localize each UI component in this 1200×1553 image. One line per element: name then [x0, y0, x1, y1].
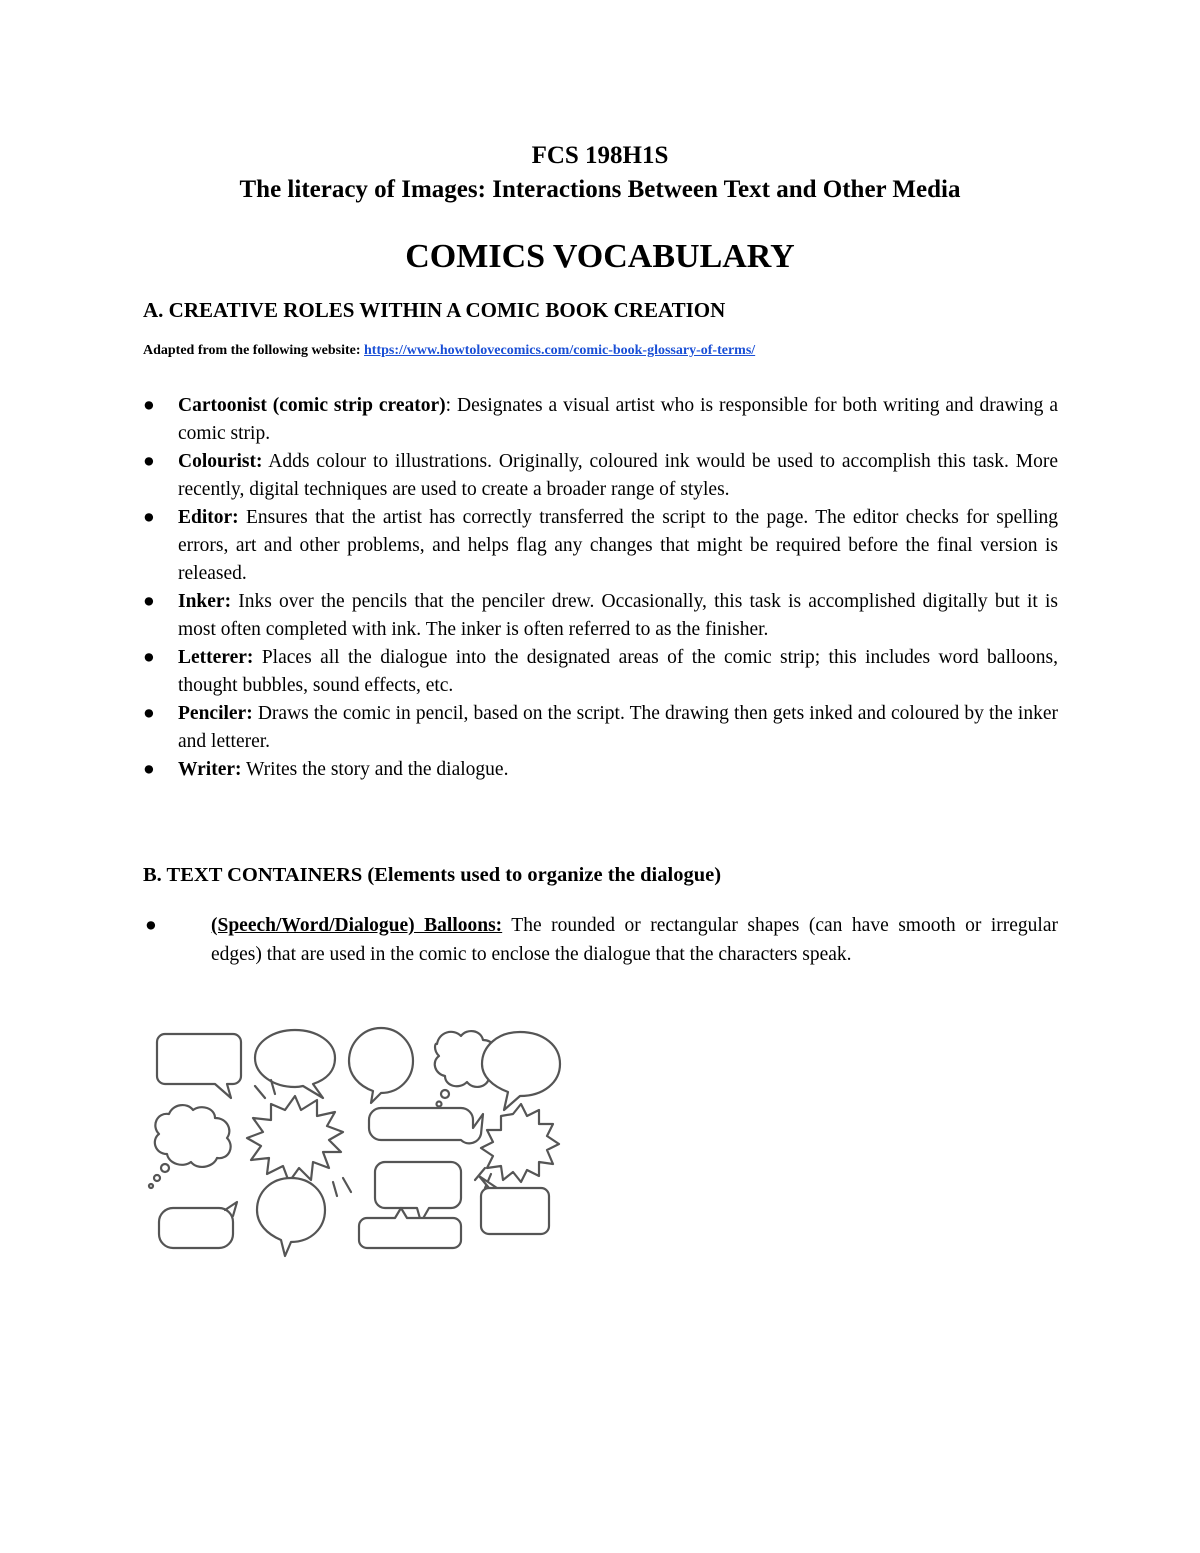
speech-balloons-illustration: [145, 1018, 565, 1258]
cloud-balloon-icon: [155, 1105, 231, 1167]
role-term: Writer:: [178, 759, 242, 780]
bullet-icon: ●: [145, 915, 157, 936]
bullet-icon: ●: [143, 591, 155, 612]
list-item: [143, 504, 1058, 588]
list-item: [143, 644, 1058, 700]
container-term: (Speech/Word/Dialogue) Balloons:: [211, 915, 503, 936]
role-definition: Places all the dialogue into the designated areas of the comic strip; this includes word balloons, thought bubbles, sound effects, etc.: [178, 647, 1058, 696]
rectangular-balloon-icon: [359, 1208, 461, 1248]
section-a-heading: A. CREATIVE ROLES WITHIN A COMIC BOOK CREATION: [143, 298, 726, 322]
role-definition: Writes the story and the dialogue.: [241, 759, 509, 780]
list-item: [143, 448, 1058, 504]
section-b-heading: B. TEXT CONTAINERS (Elements used to organize the dialogue): [143, 864, 722, 886]
thought-dot-icon: [149, 1184, 153, 1188]
role-definition: Inks over the pencils that the penciler drew. Occasionally, this task is accomplished digitally but it is most often completed with ink. The inker is often referred to as the finisher.: [178, 591, 1058, 640]
rounded-rectangle-balloon-icon: [159, 1202, 237, 1248]
text-container-item: [145, 911, 1058, 969]
thought-dot-icon: [161, 1164, 169, 1172]
thought-dot-icon: [437, 1102, 442, 1107]
burst-balloon-icon: [481, 1104, 559, 1182]
list-item: [143, 700, 1058, 756]
bullet-icon: ●: [143, 759, 155, 780]
action-line-icon: [343, 1178, 351, 1192]
thought-dot-icon: [154, 1175, 160, 1181]
action-line-icon: [333, 1182, 337, 1196]
role-definition: Ensures that the artist has correctly transferred the script to the page. The editor checks for spelling errors, art and other problems, and helps flag any changes that might be required before the final version is released.: [178, 507, 1058, 584]
action-line-icon: [255, 1086, 265, 1098]
course-title: The literacy of Images: Interactions Between Text and Other Media: [239, 176, 961, 203]
role-term: Letterer:: [178, 647, 254, 668]
role-definition: Designates a visual artist who is responsible for both writing and drawing a comic strip.: [178, 395, 1058, 444]
bullet-icon: ●: [143, 647, 155, 668]
round-balloon-icon: [257, 1178, 325, 1256]
document-title: COMICS VOCABULARY: [405, 238, 795, 275]
role-term: Colourist:: [178, 451, 263, 472]
list-item: [143, 392, 1058, 448]
list-item: [143, 588, 1058, 644]
rectangular-balloon-icon: [157, 1034, 241, 1098]
thought-dot-icon: [441, 1090, 449, 1098]
list-item: [143, 756, 1058, 784]
rectangular-balloon-icon: [479, 1176, 549, 1234]
container-definition: The rounded or rectangular shapes (can have smooth or irregular edges) that are used in the comic to enclose the dialogue that the characters speak.: [211, 915, 1058, 965]
role-separator: :: [445, 395, 452, 416]
bullet-icon: ●: [143, 507, 155, 528]
role-term: Penciler:: [178, 703, 253, 724]
role-term: Editor:: [178, 507, 239, 528]
adapted-label: Adapted from the following website:: [143, 343, 361, 358]
adapted-source-line: [143, 343, 755, 359]
role-definition: Draws the comic in pencil, based on the script. The drawing then gets inked and coloured by the inker and letterer.: [178, 703, 1058, 752]
bullet-icon: ●: [143, 451, 155, 472]
bullet-icon: ●: [143, 395, 155, 416]
role-term: Cartoonist (comic strip creator): [178, 395, 446, 416]
bullet-icon: ●: [143, 703, 155, 724]
course-code: FCS 198H1S: [531, 142, 669, 169]
creative-roles-list: [143, 392, 1058, 784]
role-term: Inker:: [178, 591, 232, 612]
oval-balloon-icon: [482, 1032, 560, 1110]
rectangular-balloon-icon: [375, 1162, 461, 1222]
rounded-rectangle-balloon-icon: [369, 1108, 483, 1143]
source-link[interactable]: https://www.howtolovecomics.com/comic-book-glossary-of-terms/: [364, 343, 756, 358]
role-definition: Adds colour to illustrations. Originally, coloured ink would be used to accomplish this task. More recently, digital techniques are used to create a broader range of styles.: [178, 451, 1058, 500]
oval-balloon-icon: [255, 1030, 335, 1098]
burst-balloon-icon: [247, 1096, 343, 1182]
round-balloon-icon: [349, 1028, 413, 1103]
